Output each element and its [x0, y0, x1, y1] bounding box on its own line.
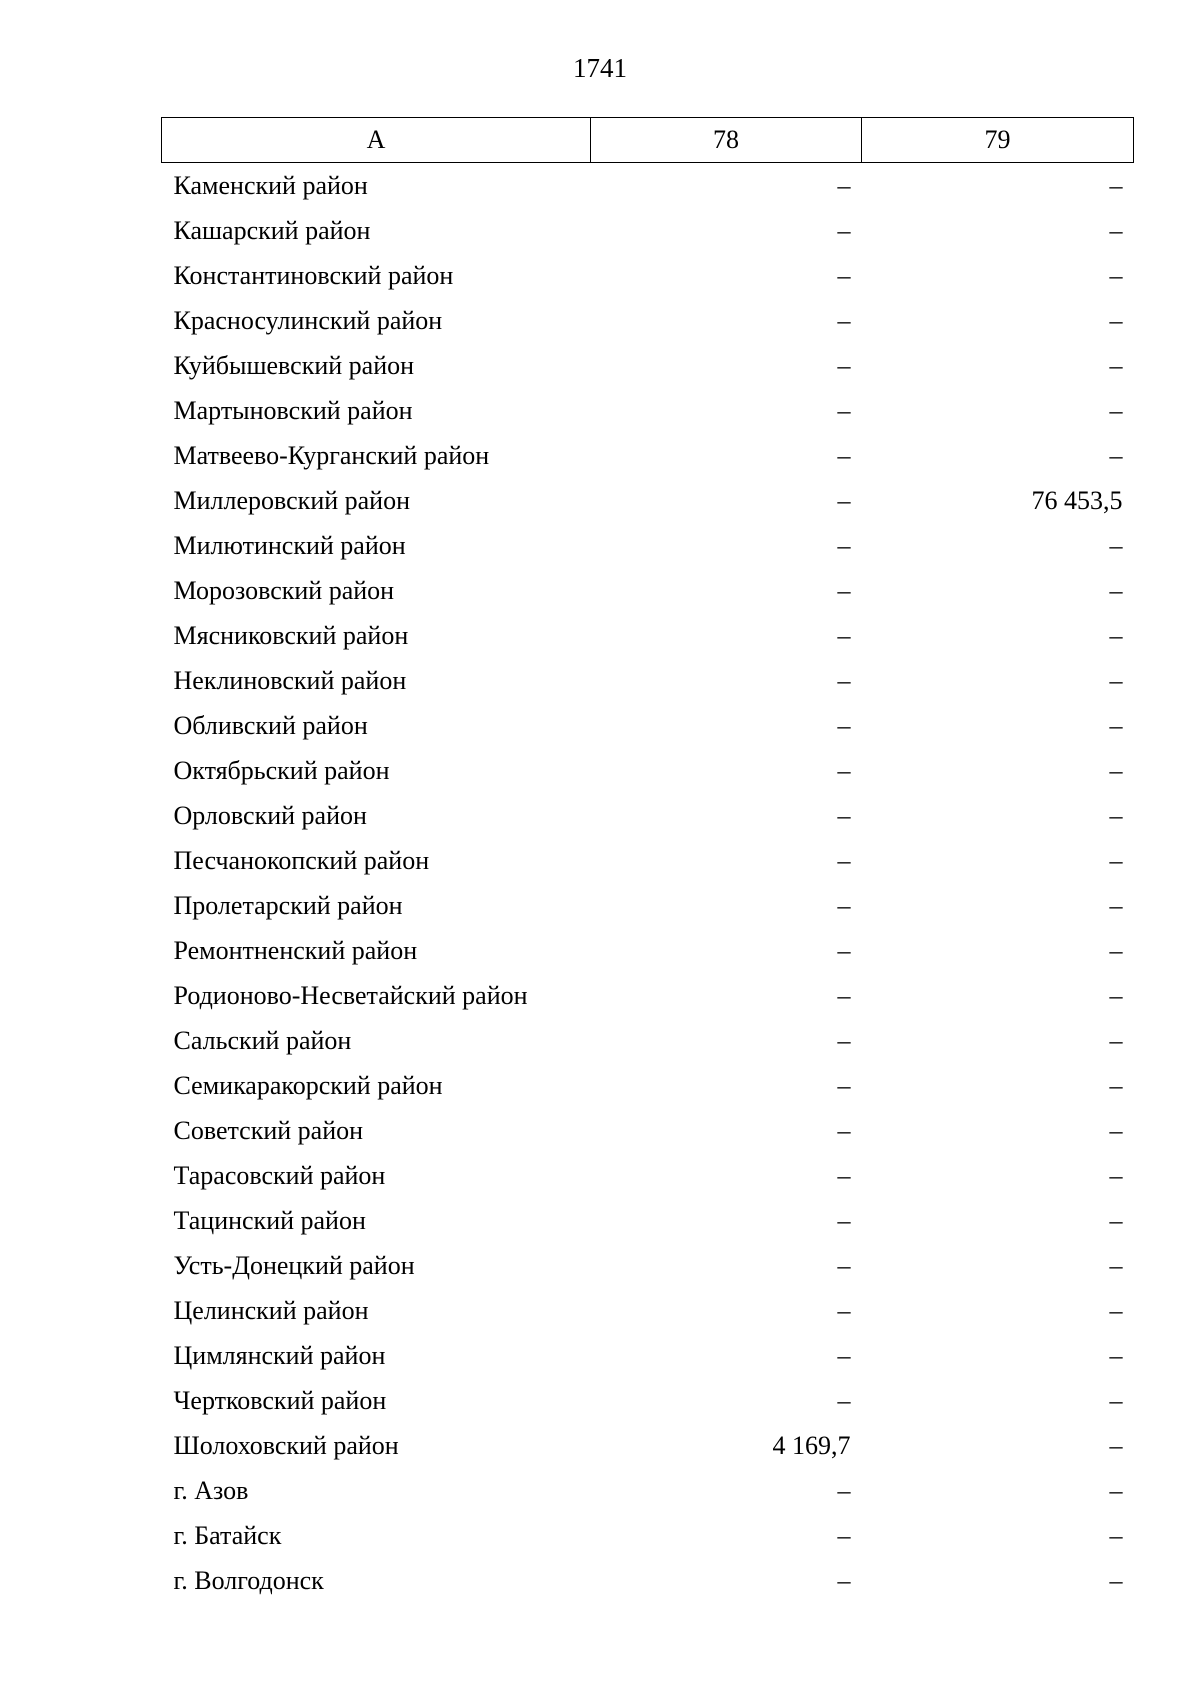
table-row: [162, 658, 1134, 703]
row-value-78-cell: –: [837, 1386, 851, 1415]
row-value-79-cell: –: [1109, 801, 1123, 830]
row-value-79-cell: –: [1109, 1206, 1123, 1235]
table-row: [162, 1153, 1134, 1198]
row-value-79-cell: –: [1109, 1116, 1123, 1145]
row-value-79-cell: –: [1109, 261, 1123, 290]
row-value-78-cell: –: [837, 936, 851, 965]
row-value-78-cell: –: [837, 1566, 851, 1595]
header-row: [162, 118, 1134, 163]
row-value-79-cell: –: [1109, 351, 1123, 380]
row-name-cell: Тарасовский район: [173, 1161, 386, 1190]
table-row: [162, 523, 1134, 568]
row-value-79-cell: –: [1109, 1026, 1123, 1055]
row-value-79-cell: –: [1109, 1071, 1123, 1100]
row-value-79-cell: –: [1109, 1296, 1123, 1325]
table-row: [162, 568, 1134, 613]
row-value-79-cell: –: [1109, 576, 1123, 605]
row-value-78-cell: –: [837, 846, 851, 875]
row-value-78-cell: –: [837, 261, 851, 290]
data-table: [161, 117, 1134, 1603]
table-row: [162, 1243, 1134, 1288]
row-name-cell: Пролетарский район: [173, 891, 403, 920]
page-number: 1741: [573, 53, 627, 83]
row-name-cell: Константиновский район: [173, 261, 454, 290]
row-value-79-cell: –: [1109, 756, 1123, 785]
row-name-cell: Обливский район: [173, 711, 368, 740]
row-value-79-cell: –: [1109, 1521, 1123, 1550]
row-name-cell: Каменский район: [173, 171, 368, 200]
table-row: [162, 838, 1134, 883]
row-value-79-cell: –: [1109, 621, 1123, 650]
row-value-79-cell: –: [1109, 441, 1123, 470]
table-row: [162, 1558, 1134, 1603]
table-row: [162, 298, 1134, 343]
row-name-cell: Миллеровский район: [173, 486, 411, 515]
row-value-79-cell: –: [1109, 306, 1123, 335]
table-row: [162, 703, 1134, 748]
table-row: [162, 613, 1134, 658]
row-value-78-cell: –: [837, 756, 851, 785]
table-row: [162, 1378, 1134, 1423]
table-row: [162, 163, 1134, 209]
table-row: [162, 1198, 1134, 1243]
row-value-78-cell: –: [837, 891, 851, 920]
row-value-79-cell: –: [1109, 396, 1123, 425]
row-value-79-cell: –: [1109, 1341, 1123, 1370]
row-value-78-cell: –: [837, 1161, 851, 1190]
row-name-cell: Октябрьский район: [173, 756, 390, 785]
row-name-cell: Красносулинский район: [173, 306, 443, 335]
header-col-78: 78: [591, 118, 862, 163]
table-row: [162, 793, 1134, 838]
row-value-78-cell: –: [837, 486, 851, 515]
row-value-78-cell: –: [837, 1521, 851, 1550]
row-value-79-cell: –: [1109, 216, 1123, 245]
row-value-78-cell: –: [837, 171, 851, 200]
row-value-79-cell: –: [1109, 936, 1123, 965]
table-row: [162, 1108, 1134, 1153]
row-value-78-cell: –: [837, 1116, 851, 1145]
row-name-cell: Шолоховский район: [173, 1431, 399, 1460]
table-row: [162, 478, 1134, 523]
table-row: [162, 1423, 1134, 1468]
row-name-cell: Морозовский район: [173, 576, 395, 605]
table-row: [162, 1513, 1134, 1558]
row-name-cell: г. Азов: [173, 1476, 249, 1505]
row-name-cell: Семикаракорский район: [173, 1071, 443, 1100]
table-row: [162, 1333, 1134, 1378]
header-col-79: 79: [862, 118, 1134, 163]
row-name-cell: Матвеево-Курганский район: [173, 441, 490, 470]
row-name-cell: Целинский район: [173, 1296, 369, 1325]
row-value-79-cell: –: [1109, 1161, 1123, 1190]
row-value-78-cell: –: [837, 981, 851, 1010]
table-row: [162, 748, 1134, 793]
row-value-79-cell: –: [1109, 1386, 1123, 1415]
row-value-79-cell: 76 453,5: [1031, 486, 1123, 515]
row-value-79-cell: –: [1109, 531, 1123, 560]
row-name-cell: Цимлянский район: [173, 1341, 386, 1370]
row-value-78-cell: –: [837, 711, 851, 740]
row-name-cell: Куйбышевский район: [173, 351, 415, 380]
row-value-78-cell: –: [837, 621, 851, 650]
row-value-78-cell: –: [837, 396, 851, 425]
row-name-cell: Тацинский район: [173, 1206, 366, 1235]
table-row: [162, 1288, 1134, 1333]
row-value-78-cell: –: [837, 576, 851, 605]
row-value-78-cell: –: [837, 801, 851, 830]
row-name-cell: Чертковский район: [173, 1386, 387, 1415]
row-value-79-cell: –: [1109, 666, 1123, 695]
row-value-78-cell: –: [837, 216, 851, 245]
row-value-79-cell: –: [1109, 1476, 1123, 1505]
row-value-79-cell: –: [1109, 891, 1123, 920]
table-row: [162, 253, 1134, 298]
row-name-cell: Сальский район: [173, 1026, 352, 1055]
row-value-79-cell: –: [1109, 1566, 1123, 1595]
row-value-78-cell: –: [837, 441, 851, 470]
row-name-cell: Ремонтненский район: [173, 936, 418, 965]
row-name-cell: Советский район: [173, 1116, 364, 1145]
row-name-cell: г. Волгодонск: [173, 1566, 324, 1595]
table-row: [162, 973, 1134, 1018]
row-name-cell: Кашарский район: [173, 216, 371, 245]
row-name-cell: г. Батайск: [173, 1521, 282, 1550]
row-value-79-cell: –: [1109, 711, 1123, 740]
row-value-78-cell: –: [837, 306, 851, 335]
table-header: [162, 118, 1134, 163]
header-col-a: А: [162, 118, 591, 163]
table-row: [162, 928, 1134, 973]
row-value-78-cell: –: [837, 1026, 851, 1055]
table-body: [162, 163, 1134, 1604]
table-row: [162, 1018, 1134, 1063]
row-name-cell: Песчанокопский район: [173, 846, 430, 875]
table-row: [162, 1468, 1134, 1513]
row-name-cell: Родионово-Несветайский район: [173, 981, 528, 1010]
row-value-78-cell: –: [837, 1206, 851, 1235]
row-name-cell: Мартыновский район: [173, 396, 413, 425]
row-value-78-cell: –: [837, 1071, 851, 1100]
row-value-79-cell: –: [1109, 1431, 1123, 1460]
table-row: [162, 883, 1134, 928]
table-row: [162, 208, 1134, 253]
row-value-79-cell: –: [1109, 846, 1123, 875]
row-value-78-cell: –: [837, 666, 851, 695]
row-name-cell: Мясниковский район: [173, 621, 409, 650]
row-value-79-cell: –: [1109, 981, 1123, 1010]
row-name-cell: Усть-Донецкий район: [173, 1251, 415, 1280]
row-value-78-cell: –: [837, 531, 851, 560]
row-name-cell: Милютинский район: [173, 531, 406, 560]
row-value-78-cell: –: [837, 1341, 851, 1370]
table-row: [162, 433, 1134, 478]
row-name-cell: Неклиновский район: [173, 666, 407, 695]
row-value-78-cell: –: [837, 1476, 851, 1505]
row-value-79-cell: –: [1109, 1251, 1123, 1280]
table-row: [162, 388, 1134, 433]
row-value-78-cell: 4 169,7: [772, 1431, 851, 1460]
row-name-cell: Орловский район: [173, 801, 367, 830]
row-value-78-cell: –: [837, 351, 851, 380]
row-value-78-cell: –: [837, 1296, 851, 1325]
row-value-79-cell: –: [1109, 171, 1123, 200]
row-value-78-cell: –: [837, 1251, 851, 1280]
table-row: [162, 1063, 1134, 1108]
table-row: [162, 343, 1134, 388]
